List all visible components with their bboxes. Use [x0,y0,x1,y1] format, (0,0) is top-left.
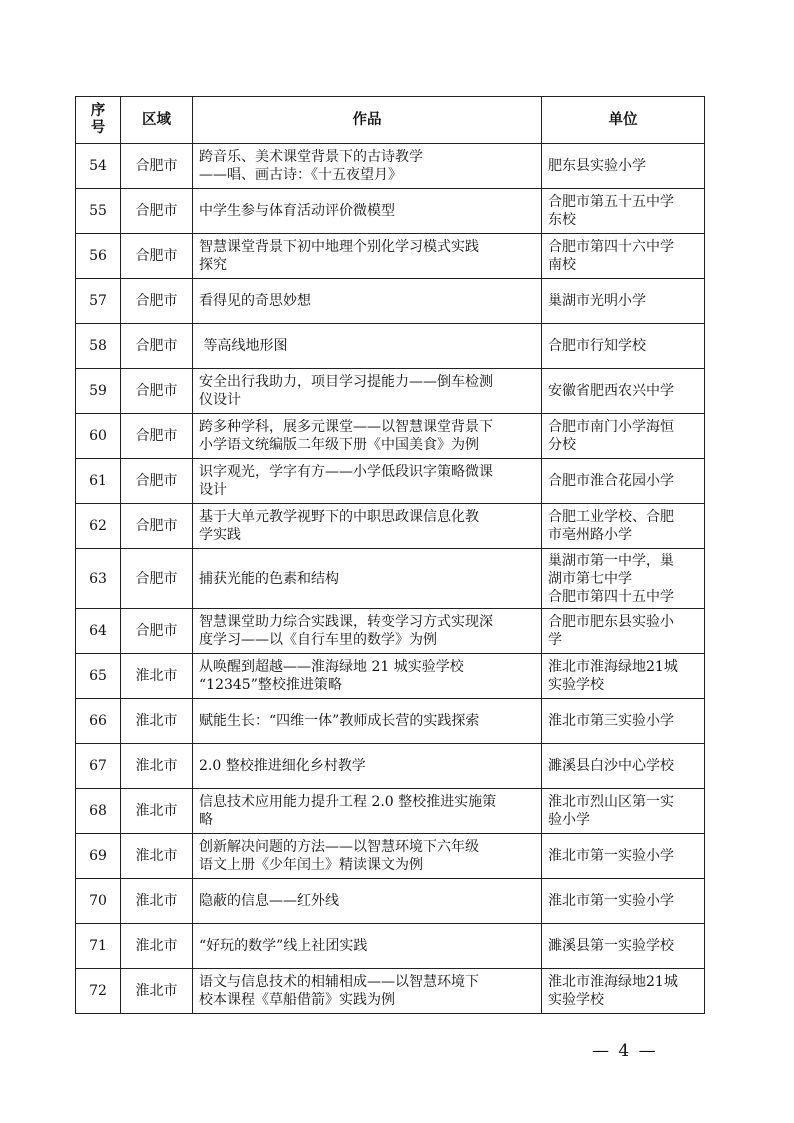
row-unit [542,609,705,654]
row-work-title [193,369,542,414]
row-work-title [193,549,542,609]
unit-line: 淮北市淮海绿地21城 [548,974,678,990]
unit-line: 巢湖市光明小学 [548,293,646,309]
unit-line: 淮北市淮海绿地21城 [548,659,678,675]
work-title-line: 跨多种学科，展多元课堂——以智慧课堂背景下 [199,419,493,435]
row-number: 54 [76,144,121,189]
unit-line: 淮北市第一实验小学 [548,848,674,864]
unit-line: 巢湖市第一中学，巢 [548,552,674,569]
table-row [76,654,705,699]
row-unit [542,969,705,1014]
unit-line: 合肥市第四十六中学 [548,239,674,255]
table-row [76,699,705,744]
table-row [76,834,705,879]
work-title-line: 语文上册《少年闰土》精读课文为例 [199,857,423,873]
work-title-line: “好玩的数学”线上社团实践 [199,938,368,954]
page-number: — 4 — [592,1041,658,1061]
row-unit [542,789,705,834]
row-unit [542,924,705,969]
row-work-title [193,834,542,879]
row-work-title [193,504,542,549]
row-work-title [193,789,542,834]
row-work-title [193,609,542,654]
table-row [76,924,705,969]
row-unit [542,654,705,699]
unit-line: 合肥市肥东县实验小 [548,614,674,630]
row-unit [542,834,705,879]
row-number: 65 [76,654,121,699]
unit-line: 合肥市淮合花园小学 [548,473,674,489]
award-list-table [75,96,705,1014]
row-unit [542,744,705,789]
table-row [76,789,705,834]
row-region: 淮北市 [121,924,193,969]
work-title-line: 从唤醒到超越——淮海绿地 21 城实验学校 [199,659,464,675]
table-row [76,189,705,234]
row-unit [542,879,705,924]
row-number: 60 [76,414,121,459]
work-title-line: 隐蔽的信息——红外线 [199,893,339,909]
work-title-line: 看得见的奇思妙想 [199,293,311,309]
row-region: 合肥市 [121,324,193,369]
row-number: 67 [76,744,121,789]
row-region: 淮北市 [121,654,193,699]
row-unit [542,459,705,504]
row-unit [542,549,705,609]
row-number: 70 [76,879,121,924]
row-region: 合肥市 [121,369,193,414]
row-region: 合肥市 [121,414,193,459]
header-work: 作品 [193,97,542,144]
row-unit [542,144,705,189]
unit-line: 安徽省肥西农兴中学 [548,383,674,399]
work-title-line: 识字观光，学字有方——小学低段识字策略微课 [199,464,493,480]
work-title-line: 小学语文统编版二年级下册《中国美食》为例 [199,437,479,453]
row-region: 合肥市 [121,189,193,234]
unit-line: 验小学 [548,812,590,828]
work-title-line: 中学生参与体育活动评价微模型 [199,203,395,219]
row-region: 合肥市 [121,504,193,549]
row-work-title [193,144,542,189]
table-row [76,414,705,459]
unit-line: 学 [548,632,562,648]
work-title-line: 略 [199,812,213,828]
row-unit [542,699,705,744]
row-number: 62 [76,504,121,549]
document-page [75,96,704,1014]
work-title-line: 智慧课堂助力综合实践课，转变学习方式实现深 [199,614,493,630]
row-number: 57 [76,279,121,324]
table-row [76,549,705,609]
row-work-title [193,654,542,699]
table-row [76,744,705,789]
work-title-line: 等高线地形图 [199,338,288,354]
unit-line: 合肥市第五十五中学 [548,194,674,210]
work-title-line: 校本课程《草船借箭》实践为例 [199,992,395,1008]
work-title-line: 捕获光能的色素和结构 [199,570,339,587]
unit-line: 实验学校 [548,992,604,1008]
header-seq: 序号 [76,97,121,144]
table-row [76,144,705,189]
unit-line: 肥东县实验小学 [548,158,646,174]
row-work-title [193,699,542,744]
work-title-line: 设计 [199,482,227,498]
row-region: 合肥市 [121,234,193,279]
row-region: 淮北市 [121,834,193,879]
row-work-title [193,879,542,924]
unit-line: 东校 [548,212,576,228]
work-title-line: 语文与信息技术的相辅相成——以智慧环境下 [199,974,479,990]
table-row [76,324,705,369]
unit-line: 合肥工业学校、合肥 [548,509,674,525]
unit-line: 湖市第七中学 [548,570,632,587]
row-work-title [193,279,542,324]
row-region: 合肥市 [121,279,193,324]
work-title-line: 赋能生长：“四维一体”教师成长营的实践探索 [199,713,480,729]
work-title-line: 探究 [199,257,227,273]
row-unit [542,504,705,549]
row-work-title [193,324,542,369]
row-region: 合肥市 [121,549,193,609]
table-row [76,879,705,924]
row-region: 合肥市 [121,459,193,504]
row-number: 63 [76,549,121,609]
work-title-line: 学实践 [199,527,241,543]
work-title-line: 仪设计 [199,392,241,408]
unit-line: 淮北市烈山区第一实 [548,794,674,810]
row-number: 72 [76,969,121,1014]
row-region: 淮北市 [121,789,193,834]
row-unit [542,414,705,459]
header-unit: 单位 [542,97,705,144]
row-number: 56 [76,234,121,279]
unit-line: 市亳州路小学 [548,527,632,543]
row-work-title [193,459,542,504]
row-unit [542,234,705,279]
unit-line: 淮北市第一实验小学 [548,893,674,909]
work-title-line: 跨音乐、美术课堂背景下的古诗教学 [199,149,423,165]
unit-line: 合肥市南门小学海恒 [548,419,674,435]
row-region: 淮北市 [121,879,193,924]
row-number: 58 [76,324,121,369]
row-unit [542,324,705,369]
table-row [76,609,705,654]
row-work-title [193,744,542,789]
table-header-row [76,97,705,144]
row-number: 66 [76,699,121,744]
unit-line: 合肥市行知学校 [548,338,646,354]
work-title-line: 基于大单元教学视野下的中职思政课信息化教 [199,509,479,525]
row-number: 55 [76,189,121,234]
unit-line: 南校 [548,257,576,273]
table-row [76,504,705,549]
table-row [76,234,705,279]
unit-line: 实验学校 [548,677,604,693]
row-work-title [193,969,542,1014]
table-row [76,279,705,324]
work-title-line: 安全出行我助力，项目学习提能力——倒车检测 [199,374,493,390]
work-title-line: 创新解决问题的方法——以智慧环境下六年级 [199,839,479,855]
work-title-line: “12345”整校推进策略 [199,677,342,693]
row-unit [542,369,705,414]
unit-line: 分校 [548,437,576,453]
row-unit [542,189,705,234]
row-number: 69 [76,834,121,879]
unit-line: 合肥市第四十五中学 [548,588,674,605]
row-number: 68 [76,789,121,834]
row-region: 淮北市 [121,744,193,789]
row-work-title [193,414,542,459]
row-work-title [193,234,542,279]
row-region: 淮北市 [121,699,193,744]
table-body [76,144,705,1014]
row-region: 合肥市 [121,609,193,654]
work-title-line: ——唱、画古诗：《十五夜望月》 [199,167,402,183]
row-number: 71 [76,924,121,969]
header-region: 区域 [121,97,193,144]
row-number: 64 [76,609,121,654]
work-title-line: 度学习——以《自行车里的数学》为例 [199,632,437,648]
unit-line: 濉溪县白沙中心学校 [548,758,674,774]
row-region: 合肥市 [121,144,193,189]
unit-line: 淮北市第三实验小学 [548,713,674,729]
table-row [76,369,705,414]
row-number: 61 [76,459,121,504]
work-title-line: 2.0 整校推进细化乡村教学 [199,758,366,774]
table-row [76,459,705,504]
work-title-line: 信息技术应用能力提升工程 2.0 整校推进实施策 [199,794,497,810]
row-work-title [193,924,542,969]
table-row [76,969,705,1014]
row-number: 59 [76,369,121,414]
unit-line: 濉溪县第一实验学校 [548,938,674,954]
row-work-title [193,189,542,234]
row-unit [542,279,705,324]
row-region: 淮北市 [121,969,193,1014]
work-title-line: 智慧课堂背景下初中地理个别化学习模式实践 [199,239,479,255]
